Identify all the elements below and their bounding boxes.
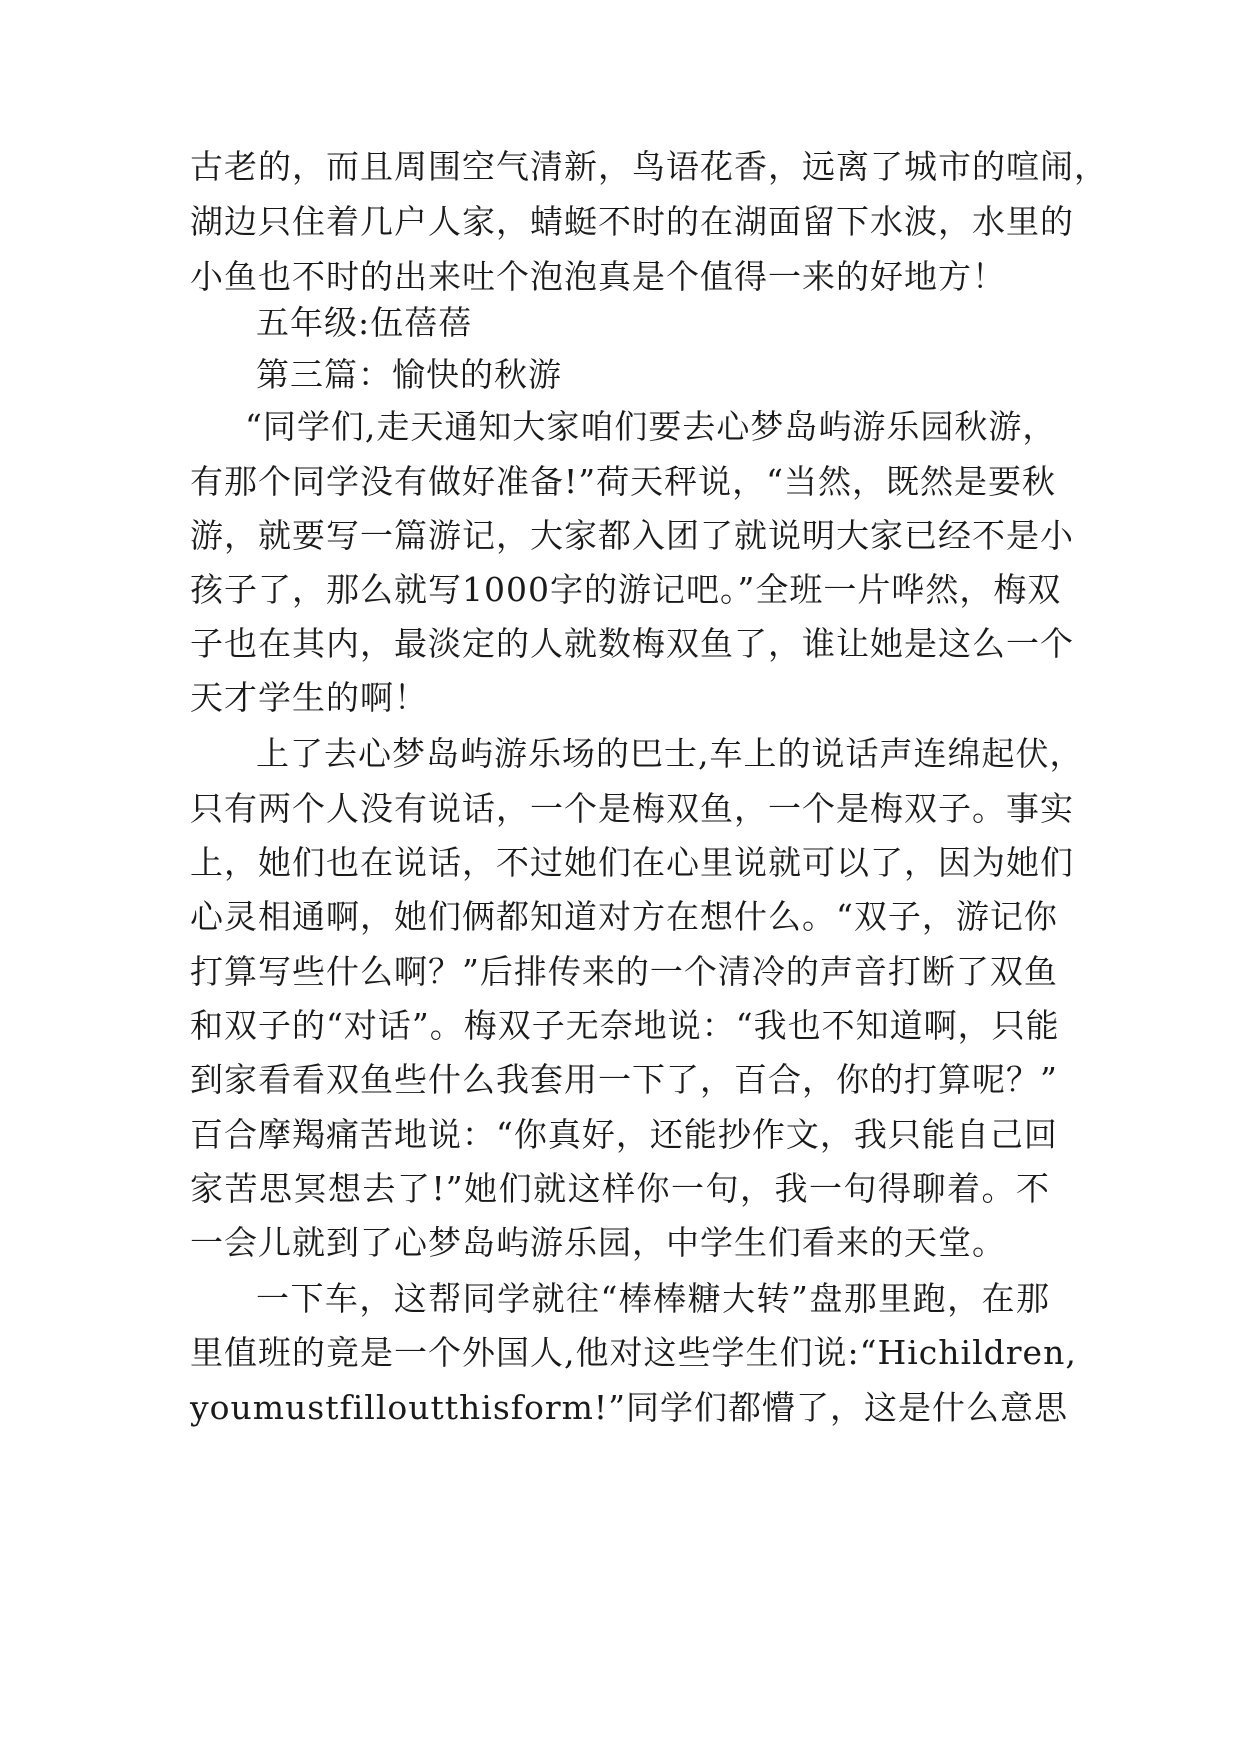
text-line-23: 里值班的竟是一个外国人,他对这些学生们说:“Hichildren,: [190, 1333, 1077, 1372]
section-title: 第三篇：愉快的秋游: [256, 355, 562, 394]
text-line-20: 家苦思冥想去了!”她们就这样你一句，我一句得聊着。不: [190, 1169, 1050, 1208]
text-line-21: 一会儿就到了心梦岛屿游乐园，中学生们看来的天堂。: [190, 1223, 1006, 1262]
text-line-8: 游，就要写一篇游记，大家都入团了就说明大家已经不是小: [190, 516, 1074, 555]
text-line-17: 和双子的“对话”。梅双子无奈地说：“我也不知道啊，只能: [190, 1006, 1060, 1045]
text-line-13: 只有两个人没有说话，一个是梅双鱼，一个是梅双子。事实: [190, 789, 1074, 828]
text-line-2: 湖边只住着几户人家，蜻蜓不时的在湖面留下水波，水里的: [190, 202, 1074, 241]
text-line-22: 一下车，这帮同学就往“棒棒糖大转”盘那里跑，在那: [256, 1279, 1050, 1318]
text-line-12: 上了去心梦岛屿游乐场的巴士,车上的说话声连绵起伏，: [256, 734, 1084, 773]
text-line-19: 百合摩羯痛苦地说：“你真好，还能抄作文，我只能自己回: [190, 1115, 1058, 1154]
text-line-9: 孩子了，那么就写1000字的游记吧。”全班一片哗然，梅双: [190, 570, 1062, 609]
text-line-6: “同学们,走天通知大家咱们要去心梦岛屿游乐园秋游，: [245, 407, 1057, 446]
text-line-1: 古老的，而且周围空气清新，鸟语花香，远离了城市的喧闹，: [190, 147, 1108, 186]
author-line: 五年级:伍蓓蓓: [256, 303, 473, 342]
text-line-24: youmustfilloutthisform!”同学们都懵了，这是什么意思: [190, 1388, 1069, 1427]
text-line-7: 有那个同学没有做好准备!”荷天秤说，“当然，既然是要秋: [190, 462, 1057, 501]
text-line-16: 打算写些什么啊？”后排传来的一个清冷的声音打断了双鱼: [190, 952, 1058, 991]
text-line-3: 小鱼也不时的出来吐个泡泡真是个值得一来的好地方！: [190, 257, 1006, 296]
text-line-10: 子也在其内，最淡定的人就数梅双鱼了，谁让她是这么一个: [190, 624, 1074, 663]
text-line-18: 到家看看双鱼些什么我套用一下了，百合，你的打算呢？”: [190, 1060, 1058, 1099]
text-line-14: 上，她们也在说话，不过她们在心里说就可以了，因为她们: [190, 843, 1074, 882]
text-line-15: 心灵相通啊，她们俩都知道对方在想什么。“双子，游记你: [190, 897, 1058, 936]
text-line-11: 天才学生的啊！: [190, 678, 428, 717]
